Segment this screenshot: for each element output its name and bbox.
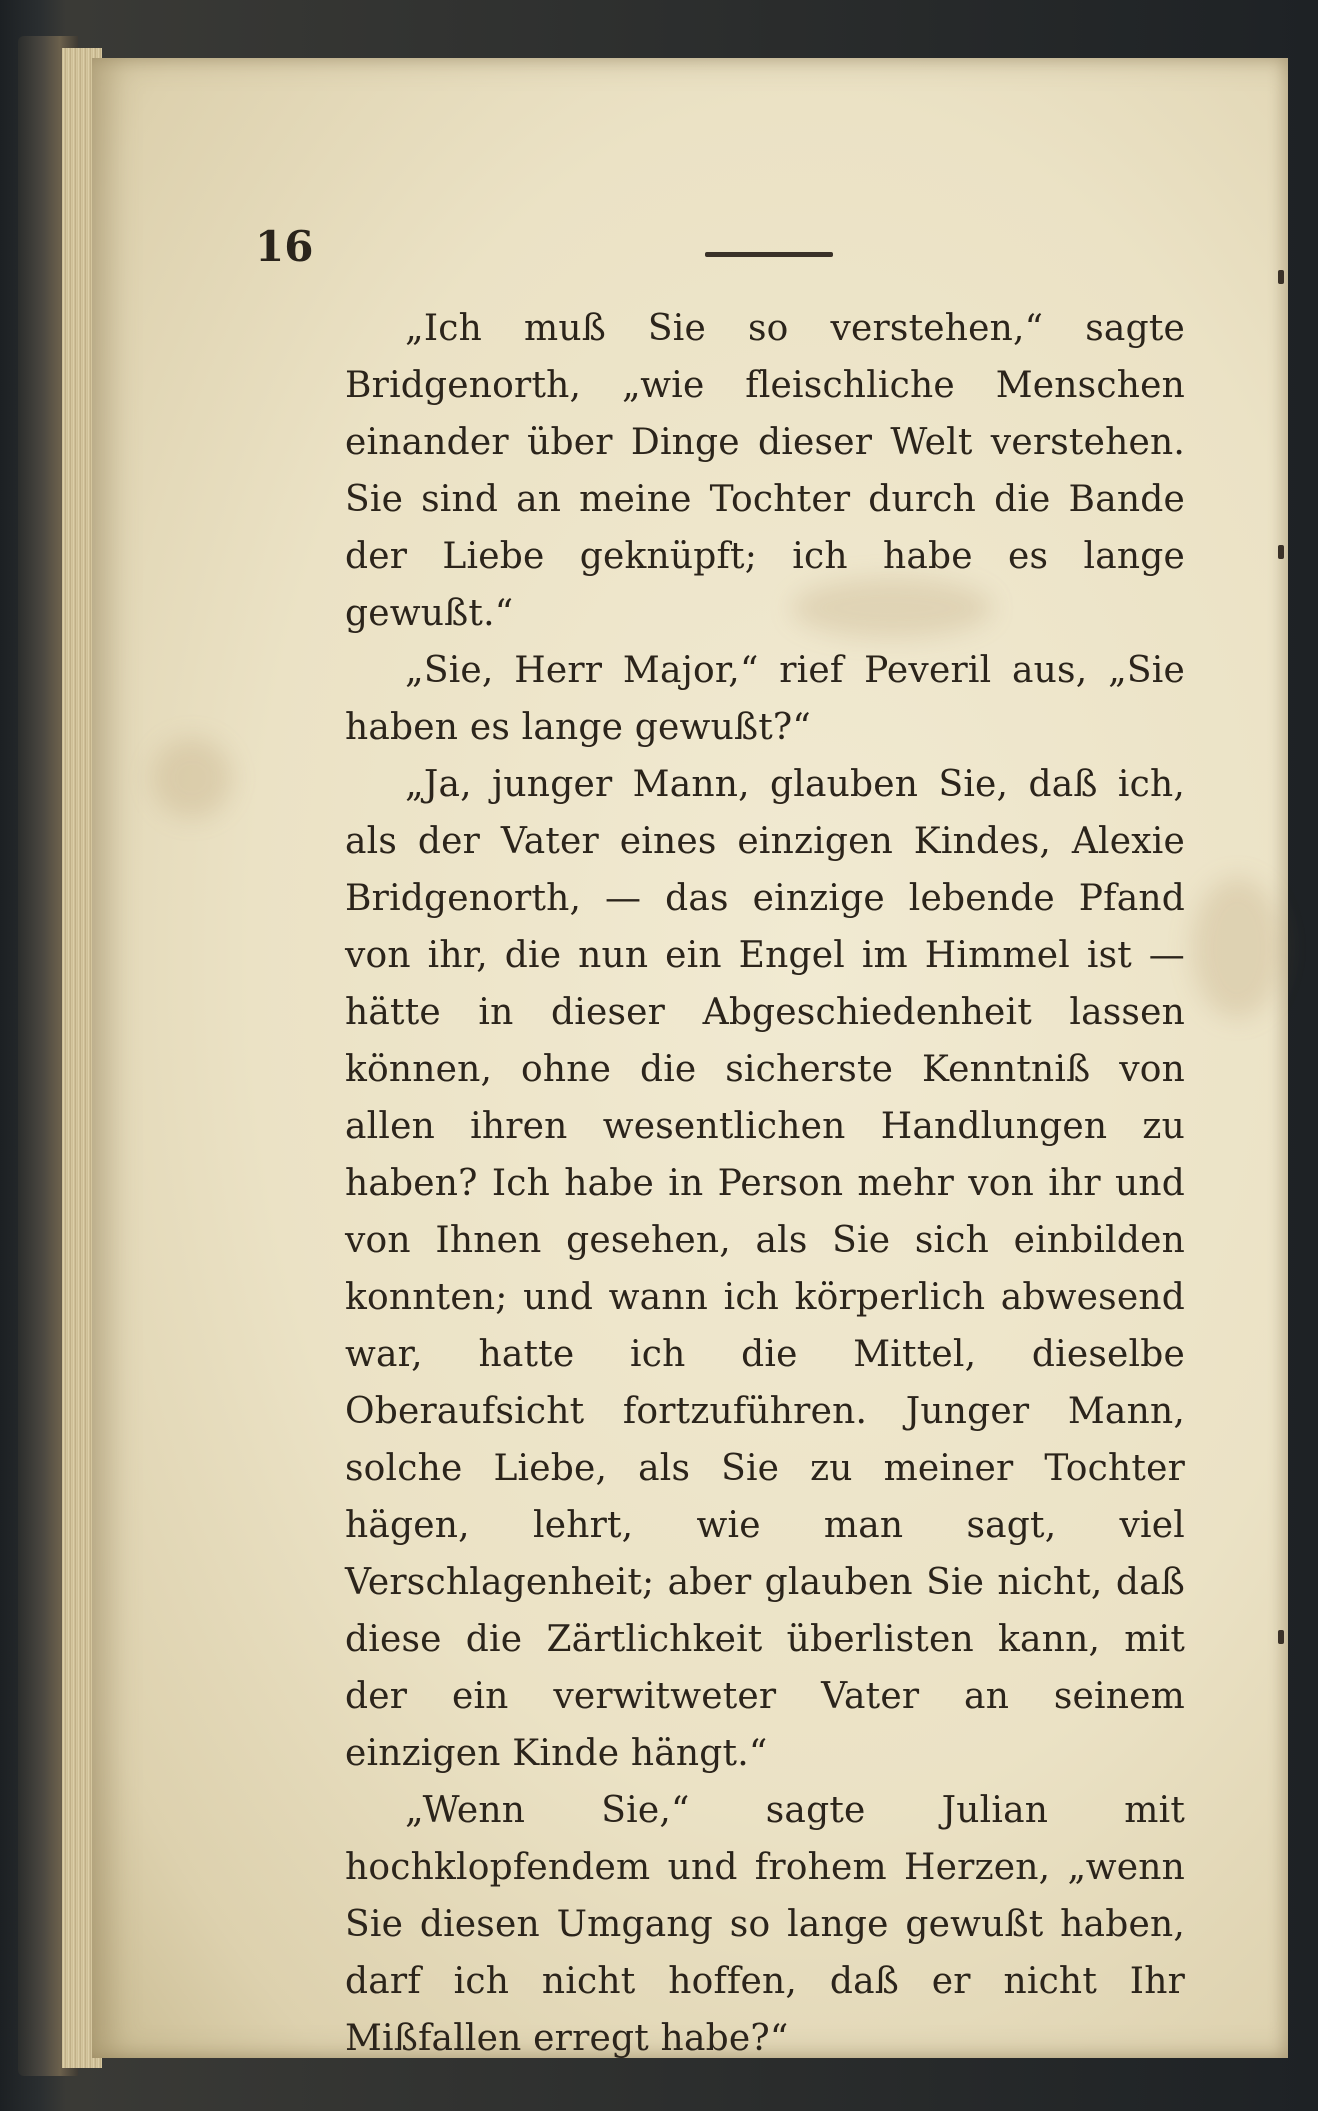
margin-mark xyxy=(1278,545,1284,559)
paragraph: „Ich muß Sie so verstehen,“ sagte Bridgenorth, „wie fleischliche Menschen einander über Dinge dieser Welt verstehen. Sie sind an meine Tochter durch die Bande der Liebe geknüpft; ich habe es lange gewußt.“ xyxy=(345,308,1185,634)
page-number: 16 xyxy=(255,222,314,271)
header-rule xyxy=(705,252,833,257)
margin-mark xyxy=(1278,270,1284,284)
paragraph: „Sie, Herr Major,“ rief Peveril aus, „Sie haben es lange gewußt?“ xyxy=(345,650,1185,748)
page-header xyxy=(255,222,955,272)
paragraph: „Wenn Sie,“ sagte Julian mit hochklopfendem und frohem Herzen, „wenn Sie diesen Umgang so lange gewußt haben, darf ich nicht hoffen, daß er nicht Ihr Mißfallen erregt habe?“ xyxy=(345,1790,1185,2059)
paragraph: „Ja, junger Mann, glauben Sie, daß ich, als der Vater eines einzigen Kindes, Alexie Bridgenorth, — das einzige lebende Pfand von ihr, die nun ein Engel im Himmel ist — hätte in dieser Abgeschiedenheit lassen können, ohne die sicherste Kenntniß von allen ihren wesentlichen Handlungen zu haben? Ich habe in Person mehr von ihr und von Ihnen gesehen, als Sie sich einbilden konnten; und wann ich körperlich abwesend war, hatte ich die Mittel, dieselbe Oberaufsicht fortzuführen. Junger Mann, solche Liebe, als Sie zu meiner Tochter hägen, lehrt, wie man sagt, viel Verschlagenheit; aber glauben Sie nicht, daß diese die Zärtlichkeit überlisten kann, mit der ein verwitweter Vater an seinem einzigen Kinde hängt.“ xyxy=(345,764,1185,1774)
paper-stain xyxy=(1192,878,1282,1018)
body-text xyxy=(345,300,1185,2067)
margin-mark xyxy=(1278,1630,1284,1644)
paper-stain xyxy=(152,738,232,818)
